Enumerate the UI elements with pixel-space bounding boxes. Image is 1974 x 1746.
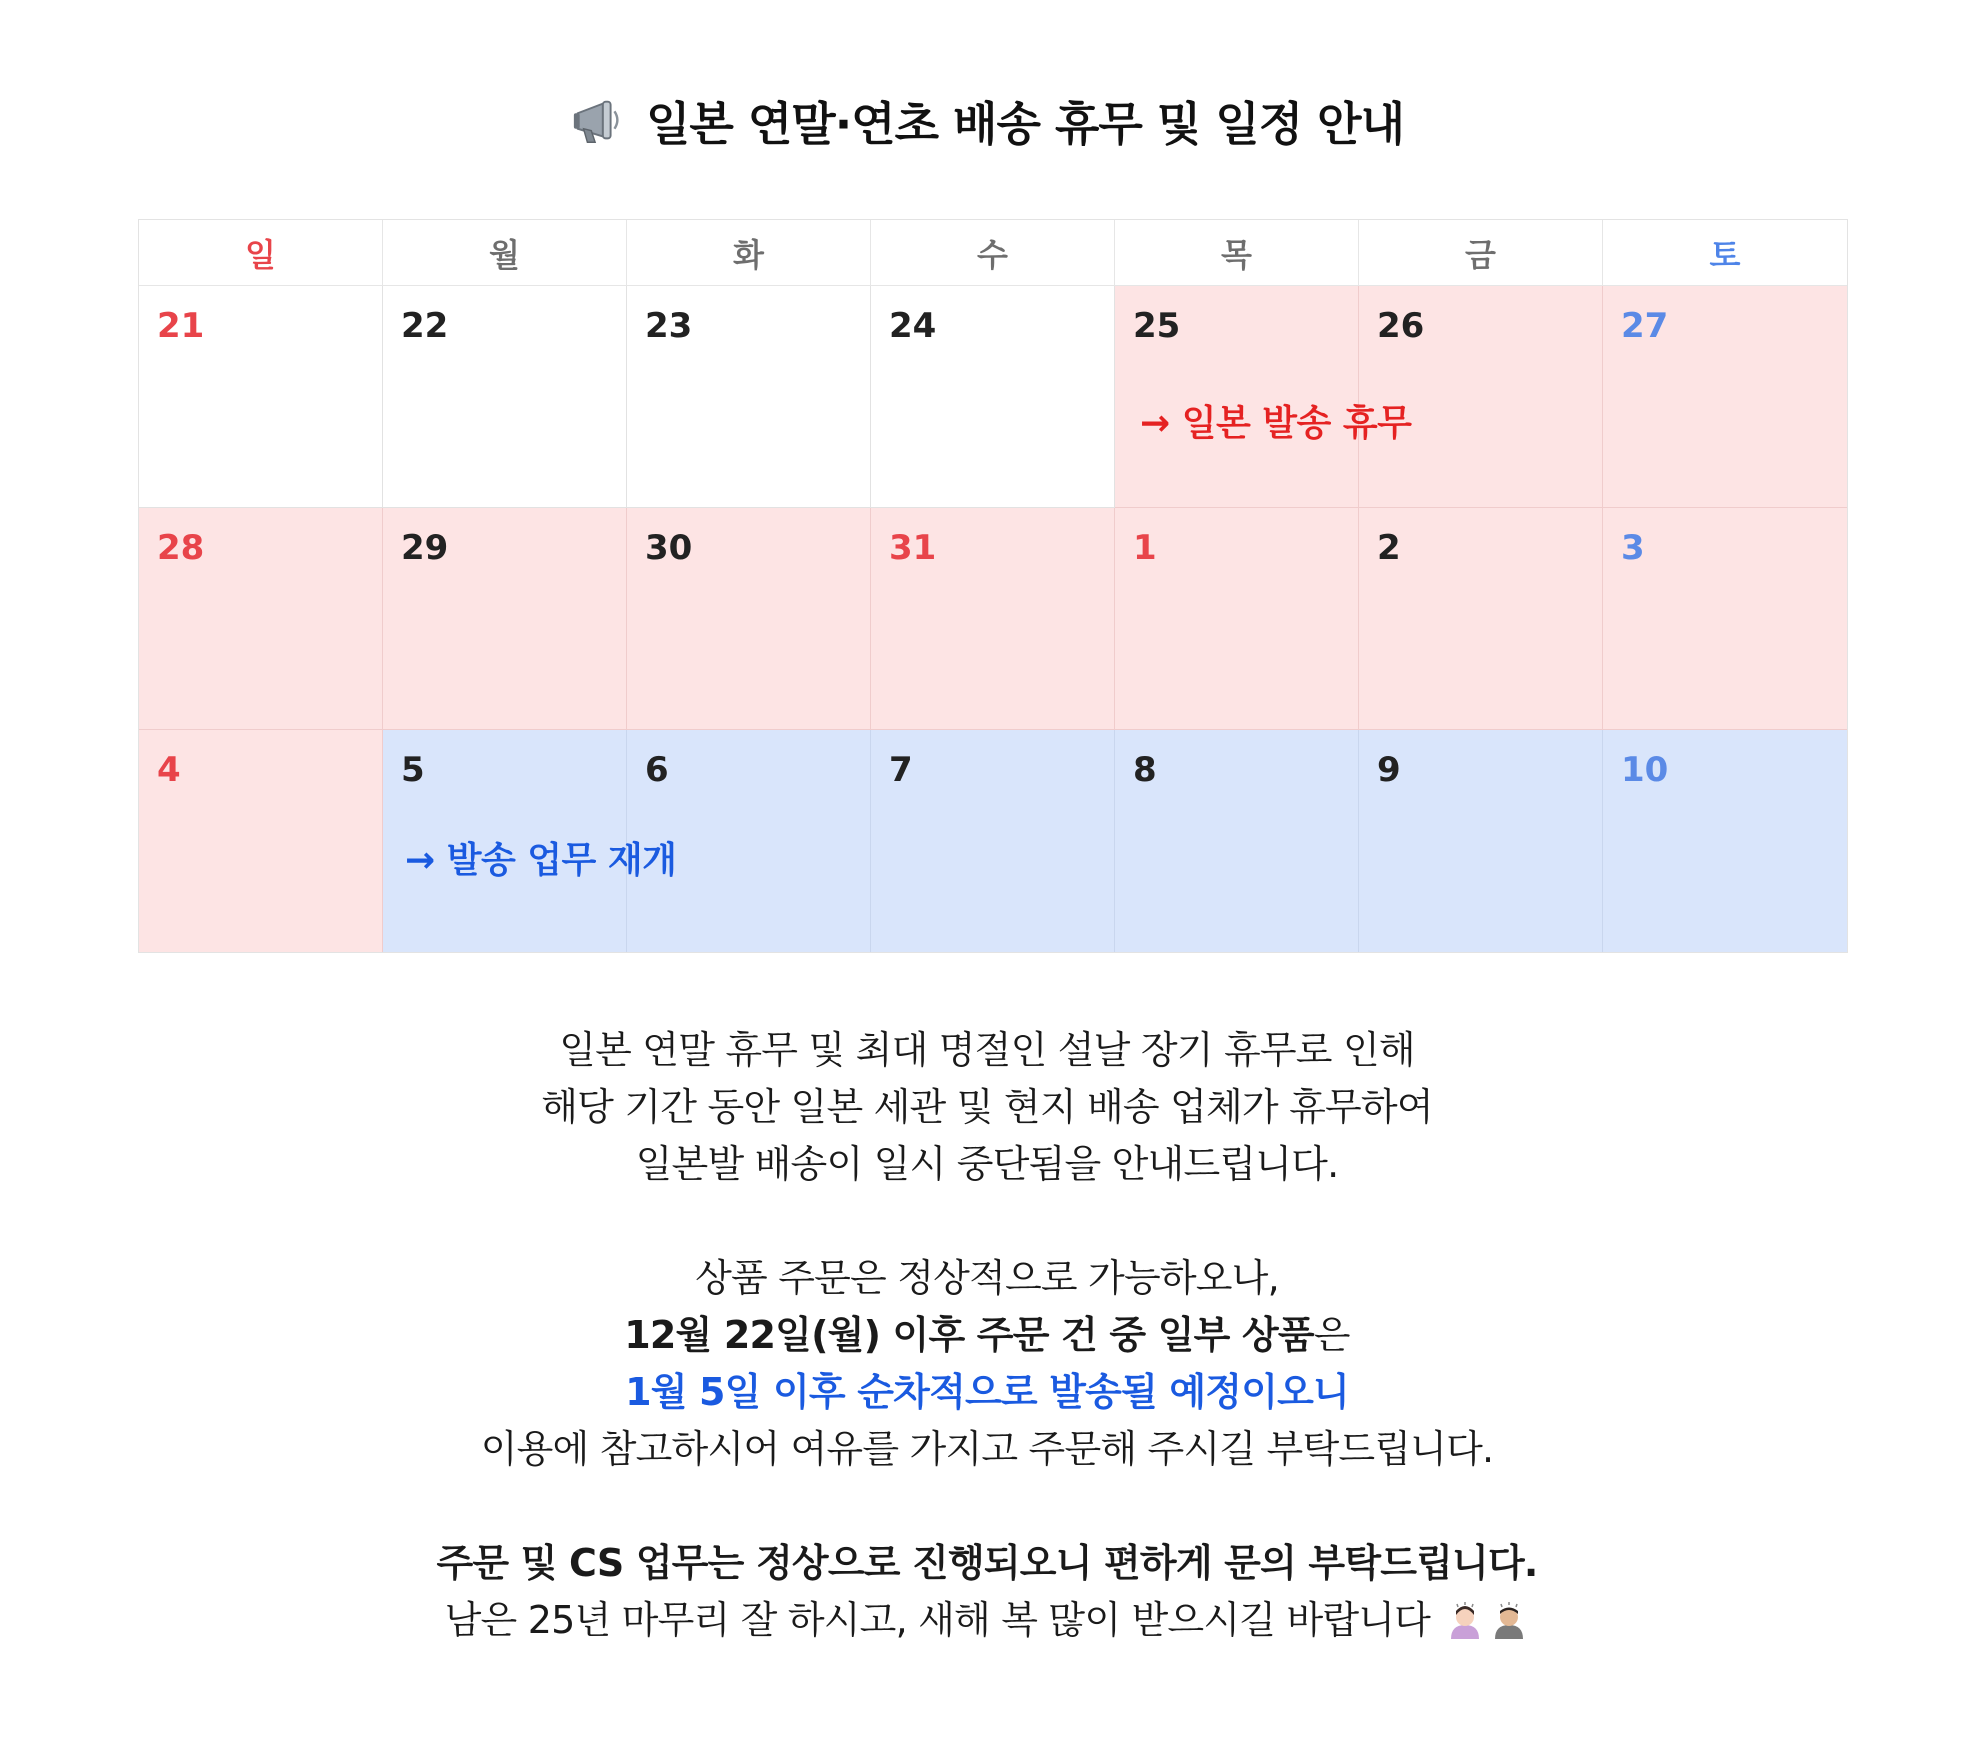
person-bowing-icon [1489, 1599, 1529, 1639]
day-number: 5 [401, 750, 425, 790]
calendar-day-resume [1603, 730, 1847, 952]
calendar-day [139, 286, 383, 508]
calendar-day-holiday [1115, 508, 1359, 730]
notice-line: 이용에 참고하시어 여유를 가지고 주문해 주시길 부탁드립니다. [480, 1427, 1494, 1471]
megaphone-icon [570, 92, 628, 150]
weekday-sat: 토 [1603, 220, 1847, 286]
calendar-day-holiday [139, 730, 383, 952]
day-number: 22 [401, 306, 449, 346]
day-number: 6 [645, 750, 669, 790]
weekday-tue: 화 [627, 220, 871, 286]
day-number: 1 [1133, 528, 1157, 568]
day-number: 7 [889, 750, 913, 790]
day-number: 2 [1377, 528, 1401, 568]
day-number: 9 [1377, 750, 1401, 790]
calendar-day [627, 286, 871, 508]
notice-highlight-line: 1월 5일 이후 순차적으로 발송될 예정이오니 [625, 1370, 1349, 1414]
calendar-day-resume [1359, 730, 1603, 952]
day-number: 24 [889, 306, 937, 346]
notice-line: 상품 주문은 정상적으로 가능하오나, [695, 1256, 1279, 1300]
weekday-mon: 월 [383, 220, 627, 286]
holiday-note: → 일본 발송 휴무 [1140, 403, 1412, 444]
page-title: 일본 연말·연초 배송 휴무 및 일정 안내 [645, 97, 1405, 151]
day-number: 8 [1133, 750, 1157, 790]
notice-text: 은 [1313, 1313, 1350, 1357]
closing-text: 남은 25년 마무리 잘 하시고, 새해 복 많이 받으시길 바랍니다 [444, 1598, 1431, 1642]
day-number: 29 [401, 528, 449, 568]
day-number: 28 [157, 528, 205, 568]
calendar-day-holiday [139, 508, 383, 730]
weekday-wed: 수 [871, 220, 1115, 286]
person-bowing-icon [1445, 1599, 1485, 1639]
day-number: 30 [645, 528, 693, 568]
notice-line [0, 1307, 1974, 1364]
day-number: 21 [157, 306, 205, 346]
calendar-day-holiday [871, 508, 1115, 730]
day-number: 27 [1621, 306, 1669, 346]
calendar [138, 219, 1848, 953]
calendar-day-holiday [1359, 508, 1603, 730]
day-number: 3 [1621, 528, 1645, 568]
title-row [0, 88, 1974, 154]
calendar-day-holiday [1603, 508, 1847, 730]
calendar-day-resume [1115, 730, 1359, 952]
weekday-sun: 일 [139, 220, 383, 286]
calendar-day-holiday [1603, 286, 1847, 508]
day-number: 25 [1133, 306, 1181, 346]
notice-line: 해당 기간 동안 일본 세관 및 현지 배송 업체가 휴무하여 [541, 1085, 1433, 1129]
notice-line: 일본 연말 휴무 및 최대 명절인 설날 장기 휴무로 인해 [559, 1028, 1415, 1072]
day-number: 31 [889, 528, 937, 568]
calendar-day [383, 286, 627, 508]
day-number: 23 [645, 306, 693, 346]
day-number: 26 [1377, 306, 1425, 346]
day-number: 10 [1621, 750, 1669, 790]
notice-bold-text: 12월 22일(월) 이후 주문 건 중 일부 상품 [624, 1313, 1314, 1357]
notice-body [0, 1022, 1974, 1649]
resume-note: → 발송 업무 재개 [405, 840, 677, 881]
day-number: 4 [157, 750, 181, 790]
closing-line [0, 1592, 1974, 1649]
calendar-day-holiday [627, 508, 871, 730]
weekday-fri: 금 [1359, 220, 1603, 286]
calendar-day-resume [871, 730, 1115, 952]
calendar-day [871, 286, 1115, 508]
calendar-day-holiday [383, 508, 627, 730]
notice-line: 일본발 배송이 일시 중단됨을 안내드립니다. [635, 1142, 1339, 1186]
notice-bold-line: 주문 및 CS 업무는 정상으로 진행되오니 편하게 문의 부탁드립니다. [436, 1541, 1538, 1585]
weekday-thu: 목 [1115, 220, 1359, 286]
